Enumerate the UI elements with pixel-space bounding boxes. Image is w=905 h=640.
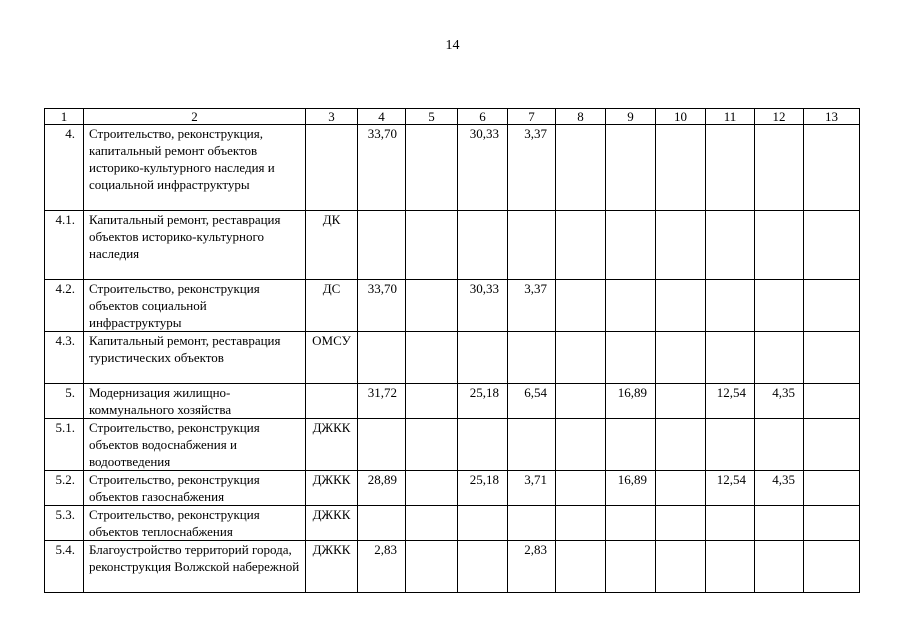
page-number: 14 bbox=[445, 38, 460, 53]
table-row bbox=[45, 280, 860, 332]
value-cell-5 bbox=[406, 419, 458, 471]
table-row bbox=[45, 541, 860, 593]
value-cell-13 bbox=[804, 419, 860, 471]
value-cell-8 bbox=[556, 384, 606, 419]
value-cell-13 bbox=[804, 541, 860, 593]
value-cell-5 bbox=[406, 280, 458, 332]
value-cell-9 bbox=[606, 506, 656, 541]
value-cell-6 bbox=[458, 506, 508, 541]
responsible-cell: ДЖКК bbox=[306, 541, 358, 593]
value-cell-4 bbox=[358, 506, 406, 541]
header-cell: 13 bbox=[804, 109, 860, 125]
value-cell-11 bbox=[706, 419, 755, 471]
value-cell-9 bbox=[606, 332, 656, 384]
value-cell-11 bbox=[706, 506, 755, 541]
header-cell: 5 bbox=[406, 109, 458, 125]
responsible-cell bbox=[306, 125, 358, 211]
header-cell: 8 bbox=[556, 109, 606, 125]
value-cell-7 bbox=[508, 332, 556, 384]
row-number: 5.1. bbox=[45, 419, 84, 471]
value-cell-7: 3,71 bbox=[508, 471, 556, 506]
table-row bbox=[45, 506, 860, 541]
value-cell-12 bbox=[755, 541, 804, 593]
value-cell-12: 4,35 bbox=[755, 384, 804, 419]
value-cell-4 bbox=[358, 419, 406, 471]
value-cell-10 bbox=[656, 211, 706, 280]
value-cell-5 bbox=[406, 506, 458, 541]
value-cell-7 bbox=[508, 506, 556, 541]
value-cell-6: 30,33 bbox=[458, 125, 508, 211]
row-name: Строительство, реконструкция объектов социальной инфраструктуры bbox=[84, 280, 306, 332]
value-cell-11 bbox=[706, 125, 755, 211]
row-number: 5. bbox=[45, 384, 84, 419]
value-cell-4: 33,70 bbox=[358, 280, 406, 332]
header-row bbox=[45, 109, 860, 125]
value-cell-13 bbox=[804, 332, 860, 384]
header-cell: 10 bbox=[656, 109, 706, 125]
row-name: Капитальный ремонт, реставрация объектов историко-культурного наследия bbox=[84, 211, 306, 280]
value-cell-11 bbox=[706, 211, 755, 280]
value-cell-13 bbox=[804, 125, 860, 211]
responsible-cell: ДК bbox=[306, 211, 358, 280]
header-cell: 12 bbox=[755, 109, 804, 125]
value-cell-5 bbox=[406, 332, 458, 384]
value-cell-4 bbox=[358, 332, 406, 384]
row-number: 4.1. bbox=[45, 211, 84, 280]
value-cell-5 bbox=[406, 384, 458, 419]
value-cell-11 bbox=[706, 541, 755, 593]
value-cell-6 bbox=[458, 332, 508, 384]
value-cell-7 bbox=[508, 419, 556, 471]
value-cell-13 bbox=[804, 384, 860, 419]
value-cell-10 bbox=[656, 471, 706, 506]
value-cell-6: 30,33 bbox=[458, 280, 508, 332]
row-name: Строительство, реконструкция объектов теплоснабжения bbox=[84, 506, 306, 541]
value-cell-10 bbox=[656, 541, 706, 593]
row-number: 5.2. bbox=[45, 471, 84, 506]
value-cell-12 bbox=[755, 506, 804, 541]
table-row bbox=[45, 211, 860, 280]
row-number: 4. bbox=[45, 125, 84, 211]
value-cell-12 bbox=[755, 419, 804, 471]
value-cell-10 bbox=[656, 384, 706, 419]
table-row bbox=[45, 471, 860, 506]
value-cell-8 bbox=[556, 541, 606, 593]
row-number: 5.3. bbox=[45, 506, 84, 541]
value-cell-6: 25,18 bbox=[458, 471, 508, 506]
row-name: Строительство, реконструкция, капитальный ремонт объектов историко-культурного наследия и социальной инфраструктуры bbox=[84, 125, 306, 211]
value-cell-4: 2,83 bbox=[358, 541, 406, 593]
header-cell: 7 bbox=[508, 109, 556, 125]
header-cell: 6 bbox=[458, 109, 508, 125]
value-cell-10 bbox=[656, 280, 706, 332]
value-cell-10 bbox=[656, 506, 706, 541]
value-cell-10 bbox=[656, 332, 706, 384]
value-cell-8 bbox=[556, 419, 606, 471]
value-cell-12 bbox=[755, 211, 804, 280]
value-cell-5 bbox=[406, 471, 458, 506]
value-cell-9 bbox=[606, 280, 656, 332]
header-cell: 4 bbox=[358, 109, 406, 125]
responsible-cell: ДЖКК bbox=[306, 471, 358, 506]
value-cell-4: 31,72 bbox=[358, 384, 406, 419]
value-cell-11: 12,54 bbox=[706, 384, 755, 419]
responsible-cell: ДС bbox=[306, 280, 358, 332]
value-cell-13 bbox=[804, 506, 860, 541]
value-cell-12 bbox=[755, 125, 804, 211]
value-cell-11 bbox=[706, 332, 755, 384]
value-cell-13 bbox=[804, 471, 860, 506]
value-cell-7 bbox=[508, 211, 556, 280]
value-cell-8 bbox=[556, 280, 606, 332]
value-cell-12 bbox=[755, 332, 804, 384]
row-number: 4.3. bbox=[45, 332, 84, 384]
value-cell-12: 4,35 bbox=[755, 471, 804, 506]
header-cell: 3 bbox=[306, 109, 358, 125]
value-cell-9: 16,89 bbox=[606, 471, 656, 506]
value-cell-4: 28,89 bbox=[358, 471, 406, 506]
header-cell: 11 bbox=[706, 109, 755, 125]
value-cell-9 bbox=[606, 211, 656, 280]
value-cell-13 bbox=[804, 211, 860, 280]
table-row bbox=[45, 419, 860, 471]
header-cell: 9 bbox=[606, 109, 656, 125]
value-cell-8 bbox=[556, 125, 606, 211]
header-cell: 2 bbox=[84, 109, 306, 125]
program-table bbox=[44, 108, 860, 593]
value-cell-6 bbox=[458, 211, 508, 280]
value-cell-9 bbox=[606, 125, 656, 211]
value-cell-7: 2,83 bbox=[508, 541, 556, 593]
value-cell-7: 6,54 bbox=[508, 384, 556, 419]
value-cell-9 bbox=[606, 419, 656, 471]
value-cell-8 bbox=[556, 332, 606, 384]
value-cell-6 bbox=[458, 419, 508, 471]
responsible-cell: ДЖКК bbox=[306, 506, 358, 541]
value-cell-13 bbox=[804, 280, 860, 332]
value-cell-5 bbox=[406, 541, 458, 593]
value-cell-7: 3,37 bbox=[508, 280, 556, 332]
value-cell-11 bbox=[706, 280, 755, 332]
value-cell-5 bbox=[406, 125, 458, 211]
table-row bbox=[45, 332, 860, 384]
responsible-cell bbox=[306, 384, 358, 419]
value-cell-10 bbox=[656, 125, 706, 211]
responsible-cell: ОМСУ bbox=[306, 332, 358, 384]
row-name: Строительство, реконструкция объектов водоснабжения и водоотведения bbox=[84, 419, 306, 471]
row-name: Благоустройство территорий города, реконструкция Волжской набережной bbox=[84, 541, 306, 593]
responsible-cell: ДЖКК bbox=[306, 419, 358, 471]
value-cell-7: 3,37 bbox=[508, 125, 556, 211]
value-cell-6: 25,18 bbox=[458, 384, 508, 419]
value-cell-10 bbox=[656, 419, 706, 471]
row-number: 4.2. bbox=[45, 280, 84, 332]
table-row bbox=[45, 384, 860, 419]
value-cell-9 bbox=[606, 541, 656, 593]
row-name: Модернизация жилищно-коммунального хозяйства bbox=[84, 384, 306, 419]
header-cell: 1 bbox=[45, 109, 84, 125]
value-cell-12 bbox=[755, 280, 804, 332]
value-cell-11: 12,54 bbox=[706, 471, 755, 506]
row-name: Строительство, реконструкция объектов газоснабжения bbox=[84, 471, 306, 506]
value-cell-9: 16,89 bbox=[606, 384, 656, 419]
value-cell-6 bbox=[458, 541, 508, 593]
row-number: 5.4. bbox=[45, 541, 84, 593]
value-cell-5 bbox=[406, 211, 458, 280]
value-cell-8 bbox=[556, 506, 606, 541]
value-cell-8 bbox=[556, 471, 606, 506]
table-row bbox=[45, 125, 860, 211]
value-cell-4 bbox=[358, 211, 406, 280]
value-cell-4: 33,70 bbox=[358, 125, 406, 211]
value-cell-8 bbox=[556, 211, 606, 280]
row-name: Капитальный ремонт, реставрация туристических объектов bbox=[84, 332, 306, 384]
